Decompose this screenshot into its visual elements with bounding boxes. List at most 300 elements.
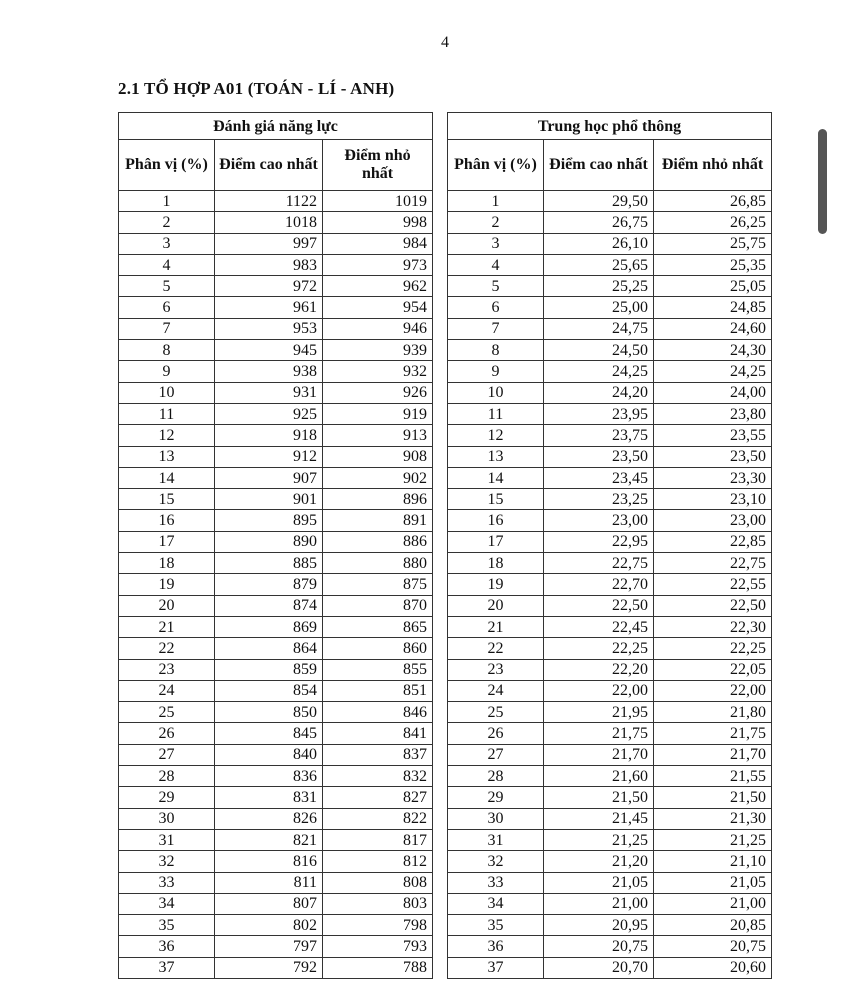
min-score-cell: 25,35	[654, 254, 772, 275]
table-row	[119, 766, 433, 787]
min-score-cell: 26,85	[654, 191, 772, 212]
max-score-cell: 983	[215, 254, 323, 275]
min-score-cell: 837	[323, 744, 433, 765]
percentile-cell: 16	[448, 510, 544, 531]
percentile-cell: 8	[119, 340, 215, 361]
min-score-cell: 26,25	[654, 212, 772, 233]
max-score-cell: 938	[215, 361, 323, 382]
table-row	[448, 510, 772, 531]
max-score-cell: 972	[215, 276, 323, 297]
percentile-cell: 26	[119, 723, 215, 744]
min-score-cell: 1019	[323, 191, 433, 212]
max-score-cell: 869	[215, 616, 323, 637]
percentile-cell: 17	[119, 531, 215, 552]
min-score-cell: 21,10	[654, 851, 772, 872]
percentile-cell: 2	[448, 212, 544, 233]
min-score-cell: 855	[323, 659, 433, 680]
min-score-cell: 22,85	[654, 531, 772, 552]
table-row	[448, 340, 772, 361]
min-score-cell: 896	[323, 489, 433, 510]
col-header-percentile: Phân vị (%)	[119, 140, 215, 191]
section-title: 2.1 TỔ HỢP A01 (TOÁN - LÍ - ANH)	[118, 79, 395, 98]
max-score-cell: 792	[215, 957, 323, 978]
percentile-cell: 4	[119, 254, 215, 275]
max-score-cell: 22,95	[544, 531, 654, 552]
percentile-cell: 13	[448, 446, 544, 467]
min-score-cell: 25,75	[654, 233, 772, 254]
min-score-cell: 846	[323, 702, 433, 723]
percentile-cell: 17	[448, 531, 544, 552]
table-row	[448, 553, 772, 574]
percentile-cell: 37	[448, 957, 544, 978]
table-row	[448, 766, 772, 787]
percentile-cell: 24	[119, 680, 215, 701]
max-score-cell: 879	[215, 574, 323, 595]
min-score-cell: 23,30	[654, 467, 772, 488]
percentile-cell: 29	[448, 787, 544, 808]
max-score-cell: 802	[215, 915, 323, 936]
min-score-cell: 22,55	[654, 574, 772, 595]
table-row	[448, 893, 772, 914]
max-score-cell: 21,20	[544, 851, 654, 872]
min-score-cell: 21,80	[654, 702, 772, 723]
min-score-cell: 880	[323, 553, 433, 574]
min-score-cell: 21,30	[654, 808, 772, 829]
table-row	[448, 276, 772, 297]
min-score-cell: 803	[323, 893, 433, 914]
percentile-cell: 8	[448, 340, 544, 361]
percentile-cell: 13	[119, 446, 215, 467]
min-score-cell: 23,50	[654, 446, 772, 467]
table-row	[448, 191, 772, 212]
max-score-cell: 907	[215, 467, 323, 488]
max-score-cell: 854	[215, 680, 323, 701]
table-row	[119, 233, 433, 254]
table-row	[448, 851, 772, 872]
min-score-cell: 926	[323, 382, 433, 403]
percentile-cell: 30	[119, 808, 215, 829]
max-score-cell: 21,05	[544, 872, 654, 893]
max-score-cell: 925	[215, 403, 323, 424]
percentile-cell: 3	[448, 233, 544, 254]
max-score-cell: 24,75	[544, 318, 654, 339]
percentile-cell: 15	[448, 489, 544, 510]
min-score-cell: 23,00	[654, 510, 772, 531]
percentile-cell: 22	[119, 638, 215, 659]
percentile-cell: 7	[448, 318, 544, 339]
max-score-cell: 29,50	[544, 191, 654, 212]
min-score-cell: 812	[323, 851, 433, 872]
table-row	[119, 893, 433, 914]
max-score-cell: 23,25	[544, 489, 654, 510]
thpt-table	[447, 112, 772, 979]
min-score-cell: 860	[323, 638, 433, 659]
table-row	[119, 553, 433, 574]
percentile-cell: 6	[448, 297, 544, 318]
max-score-cell: 24,20	[544, 382, 654, 403]
table-row	[448, 638, 772, 659]
min-score-cell: 984	[323, 233, 433, 254]
percentile-cell: 32	[119, 851, 215, 872]
min-score-cell: 908	[323, 446, 433, 467]
table-row	[448, 680, 772, 701]
min-score-cell: 23,55	[654, 425, 772, 446]
min-score-cell: 24,30	[654, 340, 772, 361]
percentile-cell: 33	[119, 872, 215, 893]
percentile-cell: 18	[119, 553, 215, 574]
min-score-cell: 932	[323, 361, 433, 382]
min-score-cell: 24,85	[654, 297, 772, 318]
max-score-cell: 821	[215, 829, 323, 850]
percentile-cell: 30	[448, 808, 544, 829]
percentile-cell: 5	[119, 276, 215, 297]
table-row	[448, 702, 772, 723]
max-score-cell: 21,50	[544, 787, 654, 808]
percentile-cell: 1	[448, 191, 544, 212]
max-score-cell: 23,50	[544, 446, 654, 467]
table-row	[448, 936, 772, 957]
max-score-cell: 912	[215, 446, 323, 467]
percentile-cell: 12	[448, 425, 544, 446]
max-score-cell: 845	[215, 723, 323, 744]
min-score-cell: 21,25	[654, 829, 772, 850]
min-score-cell: 21,75	[654, 723, 772, 744]
table-row	[119, 467, 433, 488]
max-score-cell: 22,45	[544, 616, 654, 637]
table-row	[448, 723, 772, 744]
table-row	[448, 616, 772, 637]
col-header-max: Điểm cao nhất	[544, 140, 654, 191]
max-score-cell: 840	[215, 744, 323, 765]
min-score-cell: 875	[323, 574, 433, 595]
percentile-cell: 15	[119, 489, 215, 510]
percentile-cell: 33	[448, 872, 544, 893]
max-score-cell: 895	[215, 510, 323, 531]
min-score-cell: 22,25	[654, 638, 772, 659]
percentile-cell: 12	[119, 425, 215, 446]
percentile-cell: 10	[448, 382, 544, 403]
max-score-cell: 901	[215, 489, 323, 510]
max-score-cell: 874	[215, 595, 323, 616]
max-score-cell: 25,25	[544, 276, 654, 297]
percentile-cell: 25	[119, 702, 215, 723]
percentile-cell: 26	[448, 723, 544, 744]
table-row	[448, 403, 772, 424]
max-score-cell: 918	[215, 425, 323, 446]
percentile-cell: 34	[119, 893, 215, 914]
min-score-cell: 998	[323, 212, 433, 233]
percentile-cell: 10	[119, 382, 215, 403]
percentile-cell: 9	[448, 361, 544, 382]
min-score-cell: 24,25	[654, 361, 772, 382]
percentile-cell: 37	[119, 957, 215, 978]
max-score-cell: 21,95	[544, 702, 654, 723]
max-score-cell: 961	[215, 297, 323, 318]
table-row	[119, 808, 433, 829]
min-score-cell: 886	[323, 531, 433, 552]
percentile-cell: 23	[448, 659, 544, 680]
percentile-cell: 23	[119, 659, 215, 680]
percentile-cell: 18	[448, 553, 544, 574]
min-score-cell: 22,50	[654, 595, 772, 616]
percentile-cell: 34	[448, 893, 544, 914]
max-score-cell: 26,75	[544, 212, 654, 233]
min-score-cell: 788	[323, 957, 433, 978]
max-score-cell: 22,50	[544, 595, 654, 616]
max-score-cell: 25,65	[544, 254, 654, 275]
min-score-cell: 798	[323, 915, 433, 936]
table-row	[448, 446, 772, 467]
table-row	[119, 872, 433, 893]
max-score-cell: 22,20	[544, 659, 654, 680]
max-score-cell: 21,00	[544, 893, 654, 914]
max-score-cell: 811	[215, 872, 323, 893]
table-row	[119, 489, 433, 510]
table-row	[119, 915, 433, 936]
percentile-cell: 36	[448, 936, 544, 957]
table-row	[448, 489, 772, 510]
percentile-cell: 19	[448, 574, 544, 595]
table-row	[448, 787, 772, 808]
max-score-cell: 22,25	[544, 638, 654, 659]
table-row	[119, 957, 433, 978]
min-score-cell: 973	[323, 254, 433, 275]
table-row	[448, 574, 772, 595]
min-score-cell: 954	[323, 297, 433, 318]
max-score-cell: 864	[215, 638, 323, 659]
nang-luc-table	[118, 112, 433, 979]
max-score-cell: 24,25	[544, 361, 654, 382]
percentile-cell: 21	[119, 616, 215, 637]
percentile-cell: 36	[119, 936, 215, 957]
percentile-cell: 20	[119, 595, 215, 616]
max-score-cell: 850	[215, 702, 323, 723]
max-score-cell: 831	[215, 787, 323, 808]
min-score-cell: 25,05	[654, 276, 772, 297]
table-row	[448, 829, 772, 850]
table-row	[448, 297, 772, 318]
max-score-cell: 22,70	[544, 574, 654, 595]
min-score-cell: 946	[323, 318, 433, 339]
max-score-cell: 21,70	[544, 744, 654, 765]
min-score-cell: 20,75	[654, 936, 772, 957]
max-score-cell: 21,75	[544, 723, 654, 744]
table-row	[119, 191, 433, 212]
min-score-cell: 21,70	[654, 744, 772, 765]
min-score-cell: 793	[323, 936, 433, 957]
table-row	[119, 851, 433, 872]
percentile-cell: 25	[448, 702, 544, 723]
table-row	[119, 659, 433, 680]
max-score-cell: 807	[215, 893, 323, 914]
percentile-cell: 11	[448, 403, 544, 424]
percentile-cell: 29	[119, 787, 215, 808]
table-row	[448, 659, 772, 680]
min-score-cell: 832	[323, 766, 433, 787]
min-score-cell: 827	[323, 787, 433, 808]
min-score-cell: 22,05	[654, 659, 772, 680]
page-number: 4	[441, 34, 449, 51]
min-score-cell: 24,60	[654, 318, 772, 339]
table-row	[119, 382, 433, 403]
table-row	[119, 829, 433, 850]
min-score-cell: 841	[323, 723, 433, 744]
percentile-cell: 20	[448, 595, 544, 616]
percentile-cell: 5	[448, 276, 544, 297]
percentile-cell: 14	[119, 467, 215, 488]
table-row	[448, 744, 772, 765]
min-score-cell: 939	[323, 340, 433, 361]
table-row	[448, 425, 772, 446]
table-row	[119, 318, 433, 339]
percentile-cell: 7	[119, 318, 215, 339]
min-score-cell: 913	[323, 425, 433, 446]
min-score-cell: 22,00	[654, 680, 772, 701]
table-row	[119, 702, 433, 723]
max-score-cell: 1122	[215, 191, 323, 212]
table-row	[448, 254, 772, 275]
table-row	[119, 638, 433, 659]
max-score-cell: 25,00	[544, 297, 654, 318]
max-score-cell: 23,00	[544, 510, 654, 531]
max-score-cell: 826	[215, 808, 323, 829]
max-score-cell: 22,00	[544, 680, 654, 701]
max-score-cell: 23,75	[544, 425, 654, 446]
table-row	[119, 744, 433, 765]
percentile-cell: 27	[119, 744, 215, 765]
table-row	[119, 340, 433, 361]
max-score-cell: 23,95	[544, 403, 654, 424]
percentile-cell: 31	[119, 829, 215, 850]
percentile-cell: 31	[448, 829, 544, 850]
table-row	[448, 467, 772, 488]
min-score-cell: 21,55	[654, 766, 772, 787]
min-score-cell: 962	[323, 276, 433, 297]
min-score-cell: 20,60	[654, 957, 772, 978]
table-title: Trung học phổ thông	[448, 113, 772, 140]
max-score-cell: 23,45	[544, 467, 654, 488]
percentile-cell: 22	[448, 638, 544, 659]
min-score-cell: 870	[323, 595, 433, 616]
min-score-cell: 21,05	[654, 872, 772, 893]
min-score-cell: 22,30	[654, 616, 772, 637]
percentile-cell: 27	[448, 744, 544, 765]
min-score-cell: 20,85	[654, 915, 772, 936]
percentile-cell: 3	[119, 233, 215, 254]
percentile-cell: 11	[119, 403, 215, 424]
table-row	[119, 425, 433, 446]
table-row	[448, 957, 772, 978]
max-score-cell: 21,25	[544, 829, 654, 850]
col-header-max: Điểm cao nhất	[215, 140, 323, 191]
table-row	[448, 318, 772, 339]
min-score-cell: 21,50	[654, 787, 772, 808]
table-row	[119, 616, 433, 637]
max-score-cell: 1018	[215, 212, 323, 233]
min-score-cell: 23,10	[654, 489, 772, 510]
max-score-cell: 797	[215, 936, 323, 957]
scrollbar-thumb[interactable]	[818, 129, 827, 234]
percentile-cell: 6	[119, 297, 215, 318]
col-header-min: Điểm nhỏ nhất	[654, 140, 772, 191]
table-row	[119, 531, 433, 552]
table-row	[119, 595, 433, 616]
max-score-cell: 859	[215, 659, 323, 680]
table-row	[119, 680, 433, 701]
table-row	[119, 212, 433, 233]
max-score-cell: 20,70	[544, 957, 654, 978]
min-score-cell: 21,00	[654, 893, 772, 914]
percentile-cell: 9	[119, 361, 215, 382]
max-score-cell: 997	[215, 233, 323, 254]
col-header-min: Điểm nhỏ nhất	[323, 140, 433, 191]
percentile-cell: 21	[448, 616, 544, 637]
percentile-cell: 19	[119, 574, 215, 595]
max-score-cell: 945	[215, 340, 323, 361]
max-score-cell: 885	[215, 553, 323, 574]
max-score-cell: 953	[215, 318, 323, 339]
min-score-cell: 817	[323, 829, 433, 850]
table-row	[119, 403, 433, 424]
table-row	[448, 531, 772, 552]
table-row	[119, 361, 433, 382]
percentile-cell: 35	[448, 915, 544, 936]
min-score-cell: 902	[323, 467, 433, 488]
min-score-cell: 808	[323, 872, 433, 893]
max-score-cell: 24,50	[544, 340, 654, 361]
max-score-cell: 890	[215, 531, 323, 552]
table-row	[448, 872, 772, 893]
min-score-cell: 23,80	[654, 403, 772, 424]
table-title: Đánh giá năng lực	[119, 113, 433, 140]
min-score-cell: 919	[323, 403, 433, 424]
table-row	[448, 212, 772, 233]
max-score-cell: 836	[215, 766, 323, 787]
table-row	[119, 446, 433, 467]
table-row	[119, 254, 433, 275]
table-row	[448, 915, 772, 936]
max-score-cell: 21,45	[544, 808, 654, 829]
table-row	[119, 936, 433, 957]
table-row	[448, 808, 772, 829]
percentile-cell: 2	[119, 212, 215, 233]
min-score-cell: 24,00	[654, 382, 772, 403]
table-row	[119, 723, 433, 744]
min-score-cell: 822	[323, 808, 433, 829]
percentile-cell: 16	[119, 510, 215, 531]
table-row	[448, 233, 772, 254]
max-score-cell: 931	[215, 382, 323, 403]
max-score-cell: 20,95	[544, 915, 654, 936]
col-header-percentile: Phân vị (%)	[448, 140, 544, 191]
table-row	[119, 574, 433, 595]
table-row	[119, 787, 433, 808]
percentile-cell: 28	[119, 766, 215, 787]
min-score-cell: 865	[323, 616, 433, 637]
table-row	[448, 595, 772, 616]
table-row	[448, 382, 772, 403]
max-score-cell: 22,75	[544, 553, 654, 574]
percentile-cell: 1	[119, 191, 215, 212]
table-row	[119, 276, 433, 297]
min-score-cell: 22,75	[654, 553, 772, 574]
table-row	[448, 361, 772, 382]
table-row	[119, 510, 433, 531]
max-score-cell: 21,60	[544, 766, 654, 787]
percentile-cell: 24	[448, 680, 544, 701]
max-score-cell: 816	[215, 851, 323, 872]
max-score-cell: 26,10	[544, 233, 654, 254]
